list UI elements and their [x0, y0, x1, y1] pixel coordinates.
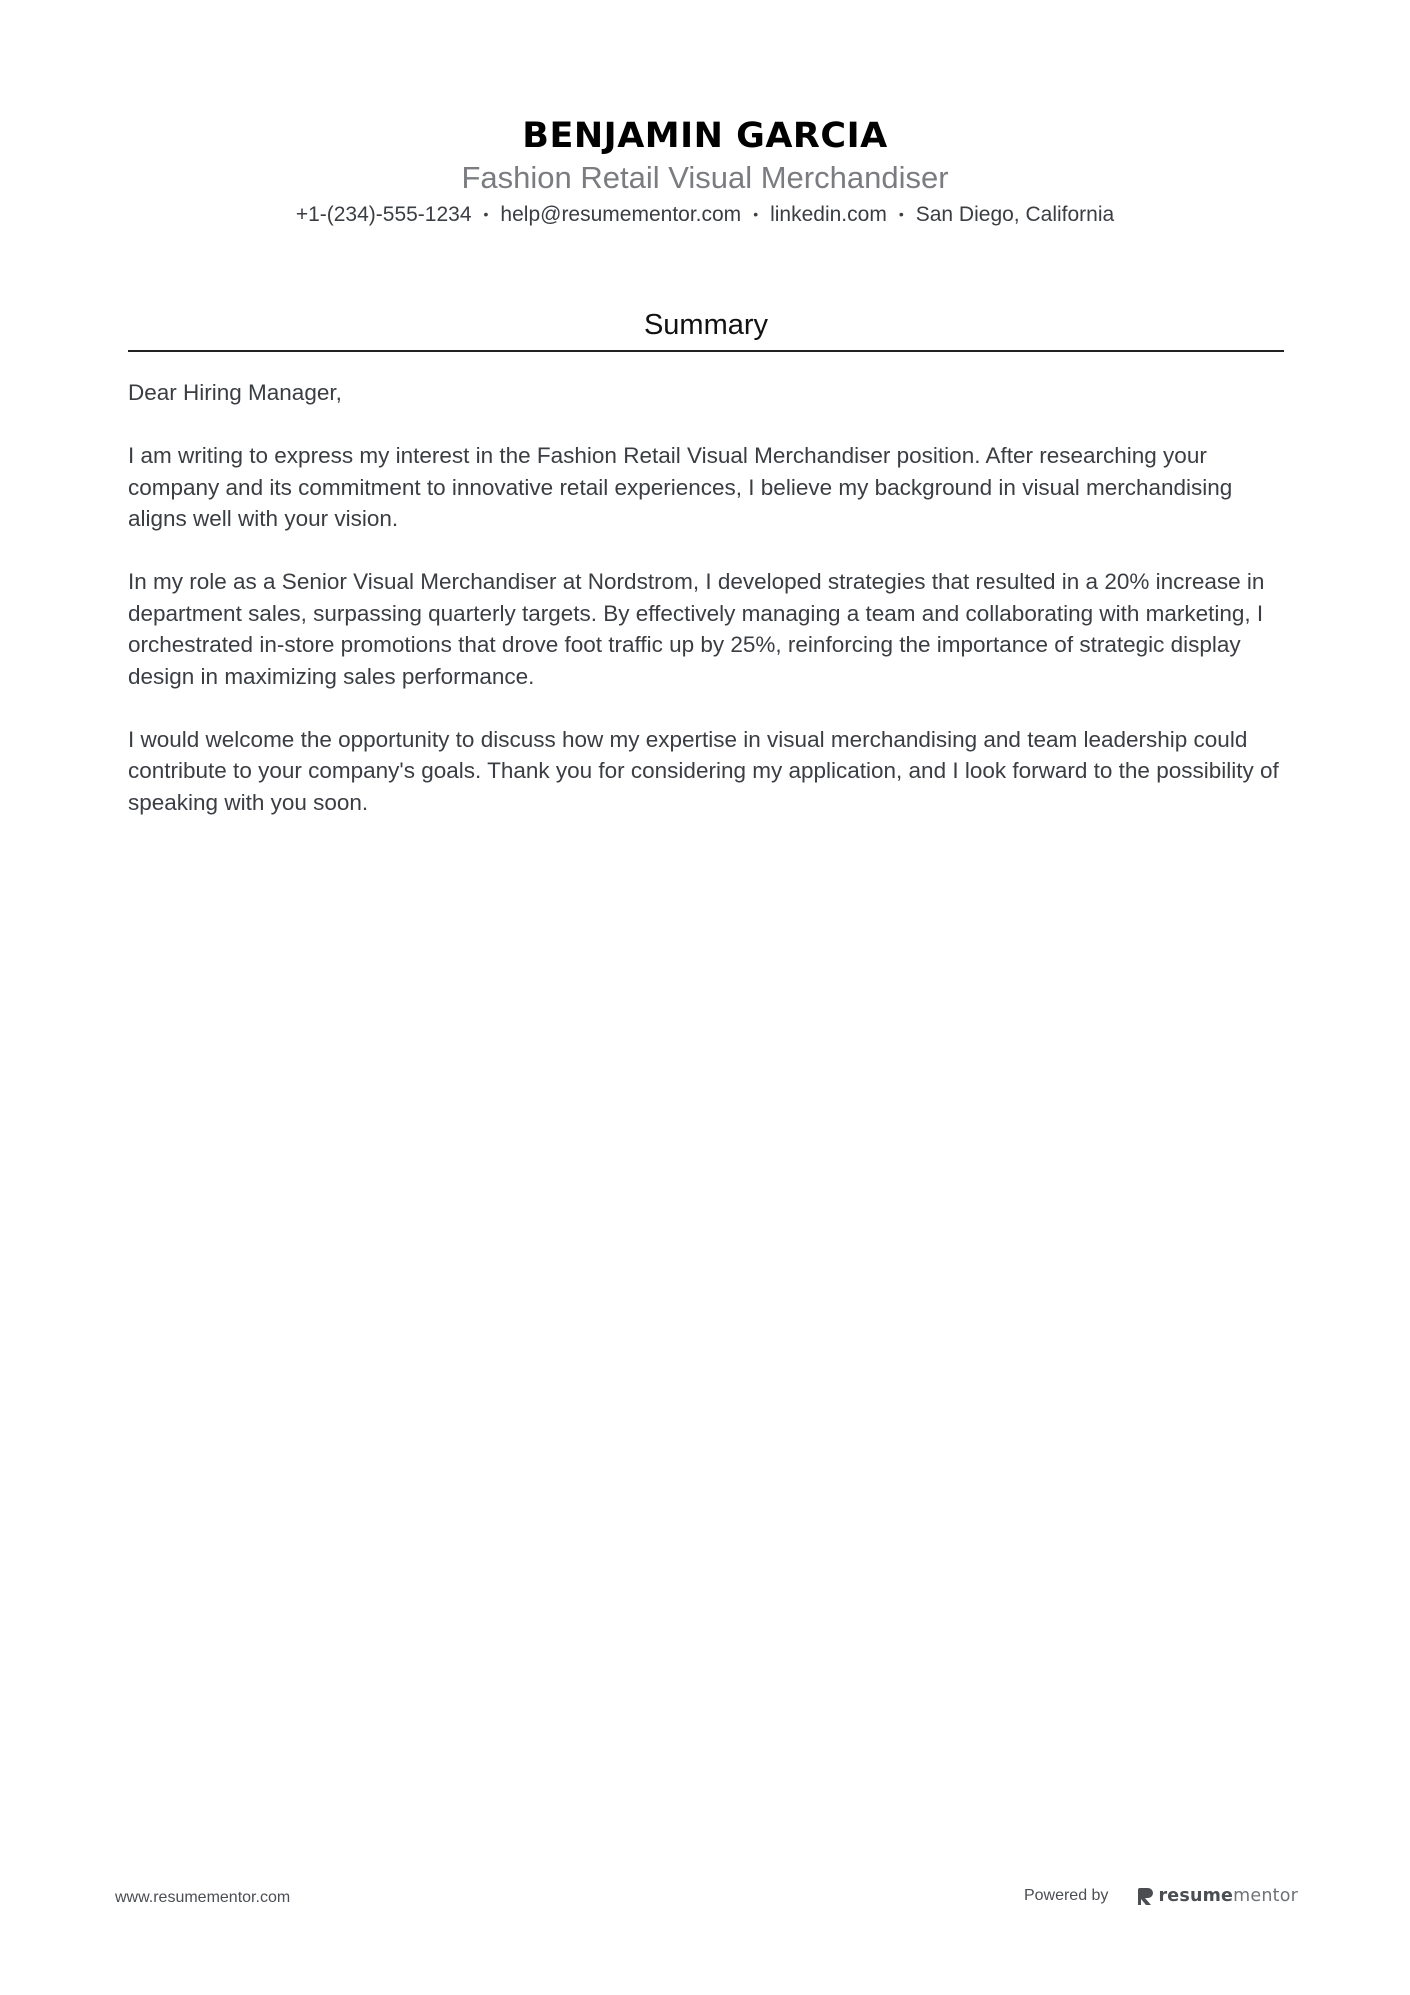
- letter-paragraph: I would welcome the opportunity to discuss how my expertise in visual merchandising and team leadership could contribute to your company's goals. Thank you for considering my application, and I look forward to the possibility of speaking with you soon.: [128, 726, 1279, 815]
- footer-powered-by: [1024, 1880, 1298, 1912]
- brand-wordmark: [1158, 1886, 1298, 1906]
- brand-logo[interactable]: [1138, 1886, 1298, 1906]
- powered-by-label: Powered by: [1023, 1887, 1109, 1904]
- letter-paragraph: In my role as a Senior Visual Merchandiser at Nordstrom, I developed strategies that resulted in a 20% increase in department sales, surpassing quarterly targets. By effectively managing a team and collaborating with marketing, I orchestrated in-store promotions that drove foot traffic up by 25%, reinforcing the importance of strategic display design in maximizing sales performance.: [128, 569, 1265, 689]
- contact-email[interactable]: help@resumementor.com: [500, 203, 742, 226]
- section-divider: [128, 350, 1284, 352]
- contact-separator: •: [753, 206, 759, 222]
- contact-separator: •: [898, 206, 904, 222]
- cover-letter-body: [128, 377, 1288, 850]
- resumementor-logo-icon: [1138, 1886, 1154, 1906]
- brand-wordmark-bold: resume: [1158, 1886, 1234, 1906]
- resume-header: [0, 112, 1410, 231]
- section-title-summary: Summary: [643, 309, 769, 341]
- contact-line: [0, 198, 1410, 231]
- letter-paragraph: I am writing to express my interest in the Fashion Retail Visual Merchandiser position. After researching your company and its commitment to innovative retail experiences, I believe my background in visual merchandising aligns well with your vision.: [128, 443, 1233, 531]
- footer-website[interactable]: www.resumementor.com: [115, 1889, 291, 1906]
- contact-linkedin[interactable]: linkedin.com: [770, 203, 887, 226]
- contact-location: San Diego, California: [915, 203, 1115, 226]
- job-title: Fashion Retail Visual Merchandiser: [461, 160, 949, 195]
- brand-wordmark-light: mentor: [1233, 1886, 1298, 1906]
- contact-phone: +1-(234)-555-1234: [295, 203, 472, 226]
- contact-separator: •: [483, 206, 489, 222]
- candidate-name: BENJAMIN GARCIA: [522, 116, 888, 156]
- letter-salutation: Dear Hiring Manager,: [128, 380, 342, 405]
